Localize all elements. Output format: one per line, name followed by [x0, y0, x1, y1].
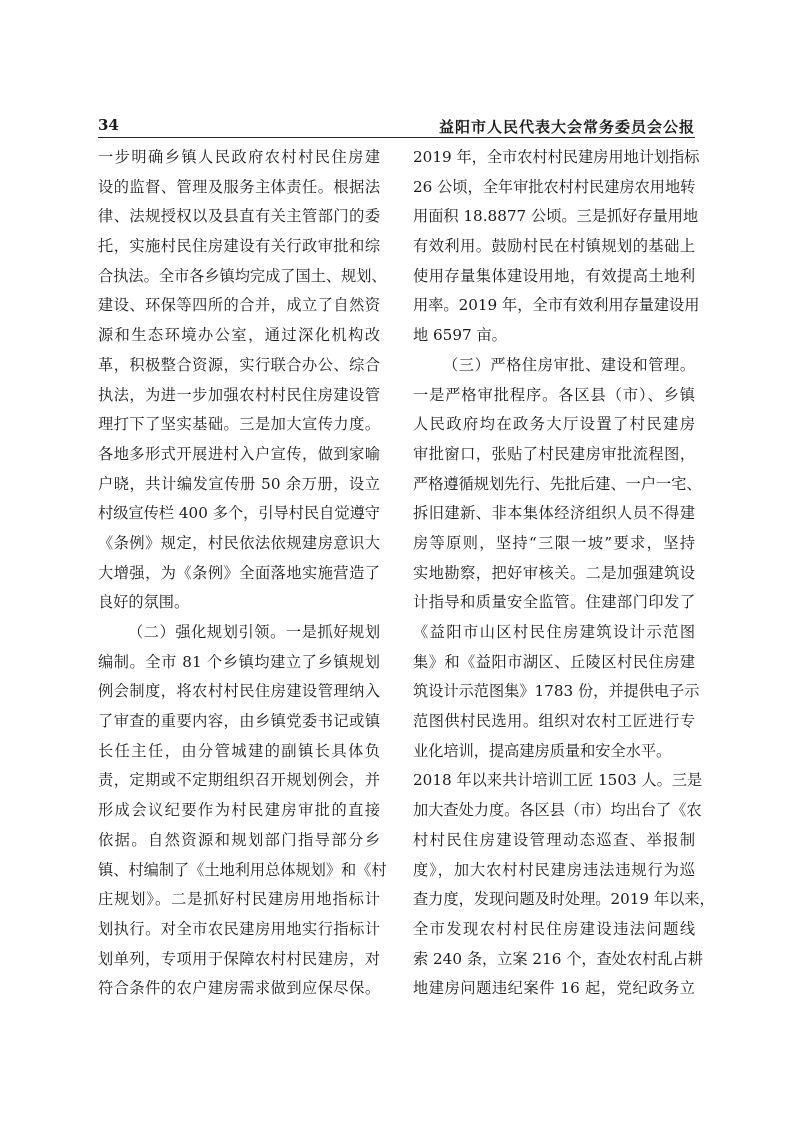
text-line: 一步明确乡镇人民政府农村村民住房建: [98, 148, 380, 166]
text-line: 拆旧建新、非本集体经济组织人员不得建: [413, 504, 695, 523]
text-line: 符合条件的农户建房需求做到应保尽保。: [98, 979, 380, 998]
text-line: 2018 年以来共计培训工匠 1503 人。三是: [413, 771, 703, 790]
text-line: 人民政府均在政务大厅设置了村民建房: [413, 415, 695, 434]
text-line: 革，积极整合资源，实行联合办公、综合: [98, 355, 380, 374]
text-line: 律、法规授权以及县直有关主管部门的委: [98, 207, 380, 226]
text-line: 有效利用。鼓励村民在村镇规划的基础上: [413, 237, 695, 256]
text-line: 良好的氛围。: [98, 593, 190, 612]
text-line: 全市发现农村村民住房建设违法问题线: [413, 919, 695, 938]
right-column: [413, 143, 715, 1004]
text-line: 了审查的重要内容，由乡镇党委书记或镇: [98, 712, 380, 731]
text-line: 划执行。对全市农民建房用地实行指标计: [98, 919, 380, 938]
text-line: 村级宣传栏 400 多个，引导村民自觉遵守: [98, 504, 380, 523]
section-heading-line: （三）严格住房审批、建设和管理。: [443, 355, 695, 374]
text-line: 托，实施村民住房建设有关行政审批和综: [98, 237, 380, 256]
text-line: 《益阳市山区村民住房建筑设计示范图: [413, 623, 695, 641]
text-line: 合执法。全市各乡镇均完成了国土、规划、: [98, 266, 387, 285]
text-line: 计指导和质量安全监管。住建部门印发了: [413, 593, 695, 612]
text-line: 26 公顷，全年审批农村村民建房农用地转: [413, 177, 696, 196]
text-line: 度》，加大农村村民建房违法违规行为巡: [413, 860, 695, 879]
text-line: 2019 年，全市农村村民建房用地计划指标: [413, 148, 700, 166]
text-line: 源和生态环境办公室，通过深化机构改: [98, 326, 380, 345]
text-line: 用面积 18.8877 公顷。三是抓好存量用地: [413, 207, 699, 226]
text-line: 一是严格审批程序。各区县（市）、乡镇: [413, 385, 695, 404]
text-line: 《条例》规定，村民依法依规建房意识大: [98, 533, 380, 552]
text-line: 依据。自然资源和规划部门指导部分乡: [98, 830, 380, 849]
text-line: 范图供村民选用。组织对农村工匠进行专: [413, 712, 695, 731]
text-line: 例会制度，将农村村民住房建设管理纳入: [98, 682, 380, 701]
text-line: 镇、村编制了《土地利用总体规划》和《村: [98, 860, 387, 879]
text-line: 编制。全市 81 个乡镇均建立了乡镇规划: [98, 652, 380, 671]
text-line: 划单列，专项用于保障农村村民建房，对: [98, 949, 380, 968]
text-line: 庄规划》。二是抓好村民建房用地指标计: [98, 890, 380, 909]
text-line: 索 240 条，立案 216 个，查处农村乱占耕: [413, 949, 703, 968]
text-line: 大增强，为《条例》全面落地实施营造了: [98, 563, 380, 582]
text-line: 长任主任，由分管城建的副镇长具体负: [98, 741, 380, 760]
text-line: 设的监督、管理及服务主体责任。根据法: [98, 177, 380, 196]
text-line: 实地勘察，把好审核关。二是加强建筑设: [413, 563, 695, 582]
journal-title: 益阳市人民代表大会常务委员会公报: [438, 118, 695, 136]
text-line: 建设、环保等四所的合并，成立了自然资: [98, 296, 380, 315]
text-line: 形成会议纪要作为村民建房审批的直接: [98, 801, 380, 820]
text-line: 筑设计示范图集》1783 份，并提供电子示: [413, 682, 700, 701]
text-line: 理打下了坚实基础。三是加大宣传力度。: [98, 415, 380, 434]
text-line: 各地多形式开展进村入户宣传，做到家喻: [98, 444, 380, 463]
text-line: 执法，为进一步加强农村村民住房建设管: [98, 385, 380, 404]
text-line: 业化培训，提高建房质量和安全水平。: [413, 741, 672, 760]
text-line: 集》和《益阳市湖区、丘陵区村民住房建: [413, 652, 695, 671]
left-column: [98, 143, 387, 1004]
text-line: 查力度，发现问题及时处理。2019 年以来，: [413, 890, 715, 909]
text-line: 用率。2019 年，全市有效利用存量建设用: [413, 296, 700, 315]
text-line: 地 6597 亩。: [413, 326, 507, 345]
text-line: 严格遵循规划先行、先批后建、一户一宅、: [413, 474, 702, 493]
header-rule: [98, 137, 695, 138]
text-line: 责，定期或不定期组织召开规划例会，并: [98, 771, 380, 790]
text-line: 审批窗口，张贴了村民建房审批流程图，: [413, 444, 695, 463]
text-line: 地建房问题违纪案件 16 起，党纪政务立: [413, 979, 695, 998]
text-line: 房等原则，坚持“三限一坡”要求，坚持: [413, 533, 695, 552]
text-line: 户晓，共计编发宣传册 50 余万册，设立: [98, 474, 380, 493]
page-number: 34: [98, 116, 119, 134]
section-heading-line: （二）强化规划引领。一是抓好规划: [128, 623, 380, 641]
text-line: 使用存量集体建设用地，有效提高土地利: [413, 266, 695, 285]
text-line: 村村民住房建设管理动态巡查、举报制: [413, 830, 695, 849]
text-line: 加大查处力度。各区县（市）均出台了《农: [413, 801, 702, 820]
